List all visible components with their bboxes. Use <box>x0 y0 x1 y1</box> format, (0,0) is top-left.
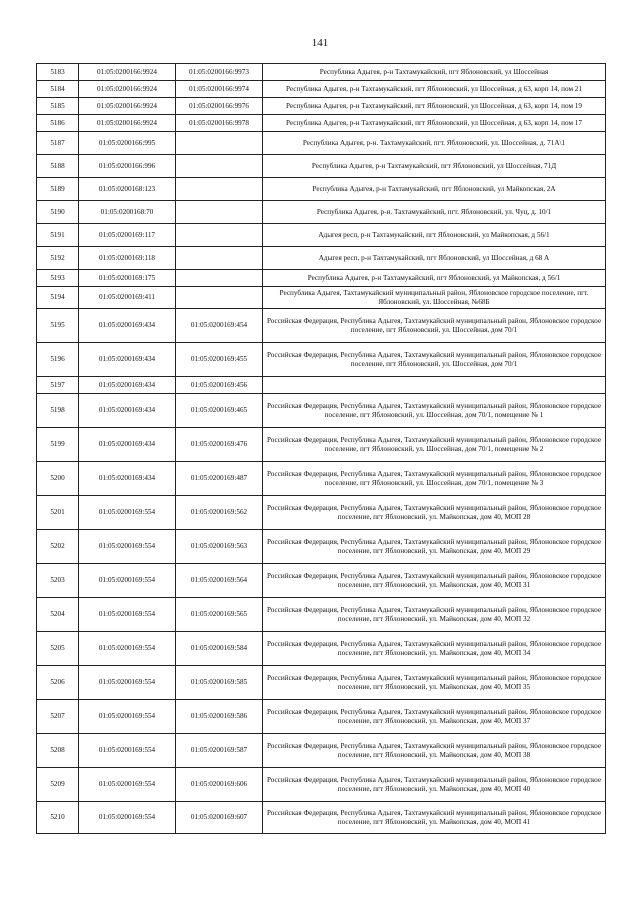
cadastral-number-cell: 01:05:0200166:9976 <box>176 98 263 115</box>
row-number-cell: 5207 <box>37 700 79 734</box>
address-cell: Республика Адыгея, р-н Тахтамукайский, пгт Яблоновский, ул Шоссейная, д 63, корп 14, пом 21 <box>263 81 606 98</box>
cadastral-number-cell <box>176 247 263 270</box>
row-number-cell: 5186 <box>37 115 79 132</box>
cadastral-number-cell: 01:05:0200169:456 <box>176 377 263 394</box>
cadastral-number-cell: 01:05:0200169:606 <box>176 768 263 802</box>
address-cell: Российская Федерация, Республика Адыгея, Тахтамукайский муниципальный район, Яблоновское городское поселение, пгт Яблоновский, ул. Майкопская, дом 40, МОП 34 <box>263 632 606 666</box>
address-cell: Республика Адыгея, Тахтамукайский муниципальный район, Яблоновское городское поселение, пгт. Яблоновский, ул. Шоссейная, №68Б <box>263 287 606 309</box>
table-row <box>37 377 606 394</box>
parent-cadastral-cell: 01:05:0200168:123 <box>79 178 176 201</box>
table-row <box>37 632 606 666</box>
row-number-cell: 5188 <box>37 155 79 178</box>
row-number-cell: 5210 <box>37 802 79 834</box>
table-row <box>37 224 606 247</box>
cadastral-number-cell: 01:05:0200169:564 <box>176 564 263 598</box>
cadastral-number-cell: 01:05:0200169:562 <box>176 496 263 530</box>
table-row <box>37 270 606 287</box>
parent-cadastral-cell: 01:05:0200169:554 <box>79 768 176 802</box>
table-row <box>37 247 606 270</box>
cadastral-number-cell <box>176 270 263 287</box>
parent-cadastral-cell: 01:05:0200166:9924 <box>79 64 176 81</box>
cadastral-number-cell: 01:05:0200169:585 <box>176 666 263 700</box>
cadastral-number-cell: 01:05:0200169:586 <box>176 700 263 734</box>
address-cell: Республика Адыгея, р-н Тахтамукайский, пгт Яблоновский, ул Шоссейная, д 63, корп 14, пом 19 <box>263 98 606 115</box>
row-number-cell: 5185 <box>37 98 79 115</box>
row-number-cell: 5203 <box>37 564 79 598</box>
table-row <box>37 132 606 155</box>
address-cell: Российская Федерация, Республика Адыгея, Тахтамукайский муниципальный район, Яблоновское городское поселение, пгт Яблоновский, ул. Майкопская, дом 40, МОП 29 <box>263 530 606 564</box>
row-number-cell: 5200 <box>37 462 79 496</box>
cadastral-number-cell <box>176 178 263 201</box>
table-row <box>37 287 606 309</box>
parent-cadastral-cell: 01:05:0200169:434 <box>79 377 176 394</box>
table-row <box>37 201 606 224</box>
parent-cadastral-cell: 01:05:0200169:434 <box>79 428 176 462</box>
cadastral-number-cell: 01:05:0200169:487 <box>176 462 263 496</box>
address-cell: Российская Федерация, Республика Адыгея, Тахтамукайский муниципальный район, Яблоновское городское поселение, пгт Яблоновский, ул. Шоссейная, дом 70/1, помещение № 3 <box>263 462 606 496</box>
parent-cadastral-cell: 01:05:0200169:554 <box>79 598 176 632</box>
table-row <box>37 394 606 428</box>
row-number-cell: 5198 <box>37 394 79 428</box>
table-body <box>37 64 606 834</box>
table-row <box>37 64 606 81</box>
table-row <box>37 462 606 496</box>
address-cell: Республика Адыгея, р-н Тахтамукайский, пгт Яблоновский, ул Майкопская, 2А <box>263 178 606 201</box>
parent-cadastral-cell: 01:05:0200169:554 <box>79 666 176 700</box>
row-number-cell: 5204 <box>37 598 79 632</box>
table-row <box>37 81 606 98</box>
row-number-cell: 5201 <box>37 496 79 530</box>
address-cell: Российская Федерация, Республика Адыгея, Тахтамукайский муниципальный район, Яблоновское городское поселение, пгт Яблоновский, ул. Шоссейная, дом 70/1, помещение № 1 <box>263 394 606 428</box>
cadastral-number-cell <box>176 224 263 247</box>
cadastral-number-cell: 01:05:0200169:607 <box>176 802 263 834</box>
address-cell: Адыгея респ, р-н Тахтамукайский, пгт Яблоновский, ул Шоссейная, д 68 А <box>263 247 606 270</box>
address-cell: Республика Адыгея, р-н. Тахтамукайский, пгт. Яблоновский, ул. Чуц, д. 10/1 <box>263 201 606 224</box>
parent-cadastral-cell: 01:05:0200169:554 <box>79 496 176 530</box>
address-cell: Российская Федерация, Республика Адыгея, Тахтамукайский муниципальный район, Яблоновское городское поселение, пгт Яблоновский, ул. Шоссейная, дом 70/1, помещение № 2 <box>263 428 606 462</box>
table-row <box>37 178 606 201</box>
cadastral-number-cell: 01:05:0200166:9973 <box>176 64 263 81</box>
row-number-cell: 5187 <box>37 132 79 155</box>
row-number-cell: 5193 <box>37 270 79 287</box>
parent-cadastral-cell: 01:05:0200169:175 <box>79 270 176 287</box>
address-cell <box>263 377 606 394</box>
parent-cadastral-cell: 01:05:0200169:554 <box>79 530 176 564</box>
table-row <box>37 428 606 462</box>
table-row <box>37 155 606 178</box>
table-row <box>37 700 606 734</box>
parent-cadastral-cell: 01:05:0200169:554 <box>79 632 176 666</box>
cadastral-number-cell: 01:05:0200169:565 <box>176 598 263 632</box>
row-number-cell: 5202 <box>37 530 79 564</box>
table-row <box>37 734 606 768</box>
table-row <box>37 98 606 115</box>
row-number-cell: 5190 <box>37 201 79 224</box>
cadastral-number-cell <box>176 132 263 155</box>
table-row <box>37 115 606 132</box>
address-cell: Республика Адыгея, р-н Тахтамукайский, пгт Яблоновский, ул Майкопская, д 56/1 <box>263 270 606 287</box>
table-row <box>37 496 606 530</box>
row-number-cell: 5191 <box>37 224 79 247</box>
cadastral-number-cell: 01:05:0200166:9974 <box>176 81 263 98</box>
parent-cadastral-cell: 01:05:0200169:434 <box>79 309 176 343</box>
cadastral-number-cell: 01:05:0200169:465 <box>176 394 263 428</box>
address-cell: Российская Федерация, Республика Адыгея, Тахтамукайский муниципальный район, Яблоновское городское поселение, пгт Яблоновский, ул. Майкопская, дом 40, МОП 40 <box>263 768 606 802</box>
parent-cadastral-cell: 01:05:0200169:554 <box>79 802 176 834</box>
row-number-cell: 5199 <box>37 428 79 462</box>
parent-cadastral-cell: 01:05:0200169:554 <box>79 564 176 598</box>
address-cell: Российская Федерация, Республика Адыгея, Тахтамукайский муниципальный район, Яблоновское городское поселение, пгт Яблоновский, ул. Майкопская, дом 40, МОП 35 <box>263 666 606 700</box>
address-cell: Российская Федерация, Республика Адыгея, Тахтамукайский муниципальный район, Яблоновское городское поселение, пгт Яблоновский, ул. Шоссейная, дом 70/1 <box>263 343 606 377</box>
cadastral-number-cell: 01:05:0200166:9978 <box>176 115 263 132</box>
address-cell: Российская Федерация, Республика Адыгея, Тахтамукайский муниципальный район, Яблоновское городское поселение, пгт Яблоновский, ул. Майкопская, дом 40, МОП 38 <box>263 734 606 768</box>
cadastral-number-cell: 01:05:0200169:587 <box>176 734 263 768</box>
parent-cadastral-cell: 01:05:0200166:9924 <box>79 115 176 132</box>
cadastral-number-cell: 01:05:0200169:584 <box>176 632 263 666</box>
address-cell: Республика Адыгея, р-н. Тахтамукайский, пгт. Яблоновский, ул. Шоссейная, д. 71А\1 <box>263 132 606 155</box>
parent-cadastral-cell: 01:05:0200169:117 <box>79 224 176 247</box>
cadastral-number-cell: 01:05:0200169:454 <box>176 309 263 343</box>
table-row <box>37 564 606 598</box>
parent-cadastral-cell: 01:05:0200166:995 <box>79 132 176 155</box>
row-number-cell: 5196 <box>37 343 79 377</box>
row-number-cell: 5192 <box>37 247 79 270</box>
table-row <box>37 309 606 343</box>
page-number: 141 <box>311 37 329 49</box>
row-number-cell: 5208 <box>37 734 79 768</box>
parent-cadastral-cell: 01:05:0200169:554 <box>79 734 176 768</box>
parent-cadastral-cell: 01:05:0200169:434 <box>79 394 176 428</box>
parent-cadastral-cell: 01:05:0200166:9924 <box>79 98 176 115</box>
parent-cadastral-cell: 01:05:0200169:411 <box>79 287 176 309</box>
address-cell: Российская Федерация, Республика Адыгея, Тахтамукайский муниципальный район, Яблоновское городское поселение, пгт Яблоновский, ул. Майкопская, дом 40, МОП 41 <box>263 802 606 834</box>
row-number-cell: 5183 <box>37 64 79 81</box>
address-cell: Российская Федерация, Республика Адыгея, Тахтамукайский муниципальный район, Яблоновское городское поселение, пгт Яблоновский, ул. Майкопская, дом 40, МОП 37 <box>263 700 606 734</box>
address-cell: Республика Адыгея, р-н Тахтамукайский, пгт Яблоновский, ул Шоссейная, д 63, корп 14, пом 17 <box>263 115 606 132</box>
row-number-cell: 5184 <box>37 81 79 98</box>
table-row <box>37 598 606 632</box>
cadastral-number-cell <box>176 287 263 309</box>
row-number-cell: 5194 <box>37 287 79 309</box>
row-number-cell: 5189 <box>37 178 79 201</box>
row-number-cell: 5209 <box>37 768 79 802</box>
row-number-cell: 5205 <box>37 632 79 666</box>
table-row <box>37 768 606 802</box>
row-number-cell: 5197 <box>37 377 79 394</box>
table-row <box>37 666 606 700</box>
parent-cadastral-cell: 01:05:0200166:9924 <box>79 81 176 98</box>
cadastral-number-cell: 01:05:0200169:563 <box>176 530 263 564</box>
row-number-cell: 5195 <box>37 309 79 343</box>
parent-cadastral-cell: 01:05:0200169:434 <box>79 462 176 496</box>
cadastral-number-cell <box>176 201 263 224</box>
cadastral-number-cell <box>176 155 263 178</box>
address-cell: Российская Федерация, Республика Адыгея, Тахтамукайский муниципальный район, Яблоновское городское поселение, пгт Яблоновский, ул. Шоссейная, дом 70/1 <box>263 309 606 343</box>
parent-cadastral-cell: 01:05:0200166:996 <box>79 155 176 178</box>
address-cell: Адыгея респ, р-н Тахтамукайский, пгт Яблоновский, ул Майкопская, д 56/1 <box>263 224 606 247</box>
table-row <box>37 802 606 834</box>
table-row <box>37 343 606 377</box>
row-number-cell: 5206 <box>37 666 79 700</box>
address-cell: Российская Федерация, Республика Адыгея, Тахтамукайский муниципальный район, Яблоновское городское поселение, пгт Яблоновский, ул. Майкопская, дом 40, МОП 28 <box>263 496 606 530</box>
parent-cadastral-cell: 01:05:0200169:434 <box>79 343 176 377</box>
cadastral-number-cell: 01:05:0200169:455 <box>176 343 263 377</box>
parent-cadastral-cell: 01:05:0200169:118 <box>79 247 176 270</box>
address-cell: Российская Федерация, Республика Адыгея, Тахтамукайский муниципальный район, Яблоновское городское поселение, пгт Яблоновский, ул. Майкопская, дом 40, МОП 32 <box>263 598 606 632</box>
address-cell: Республика Адыгея, р-н Тахтамукайский, пгт Яблоновский, ул Шоссейная, 71Д <box>263 155 606 178</box>
parent-cadastral-cell: 01:05:0200169:554 <box>79 700 176 734</box>
cadastral-table <box>36 63 606 834</box>
address-cell: Российская Федерация, Республика Адыгея, Тахтамукайский муниципальный район, Яблоновское городское поселение, пгт Яблоновский, ул. Майкопская, дом 40, МОП 31 <box>263 564 606 598</box>
table-row <box>37 530 606 564</box>
parent-cadastral-cell: 01:05:0200168:70 <box>79 201 176 224</box>
cadastral-number-cell: 01:05:0200169:476 <box>176 428 263 462</box>
address-cell: Республика Адыгея, р-н Тахтамукайский, пгт Яблоновский, ул Шоссейная <box>263 64 606 81</box>
